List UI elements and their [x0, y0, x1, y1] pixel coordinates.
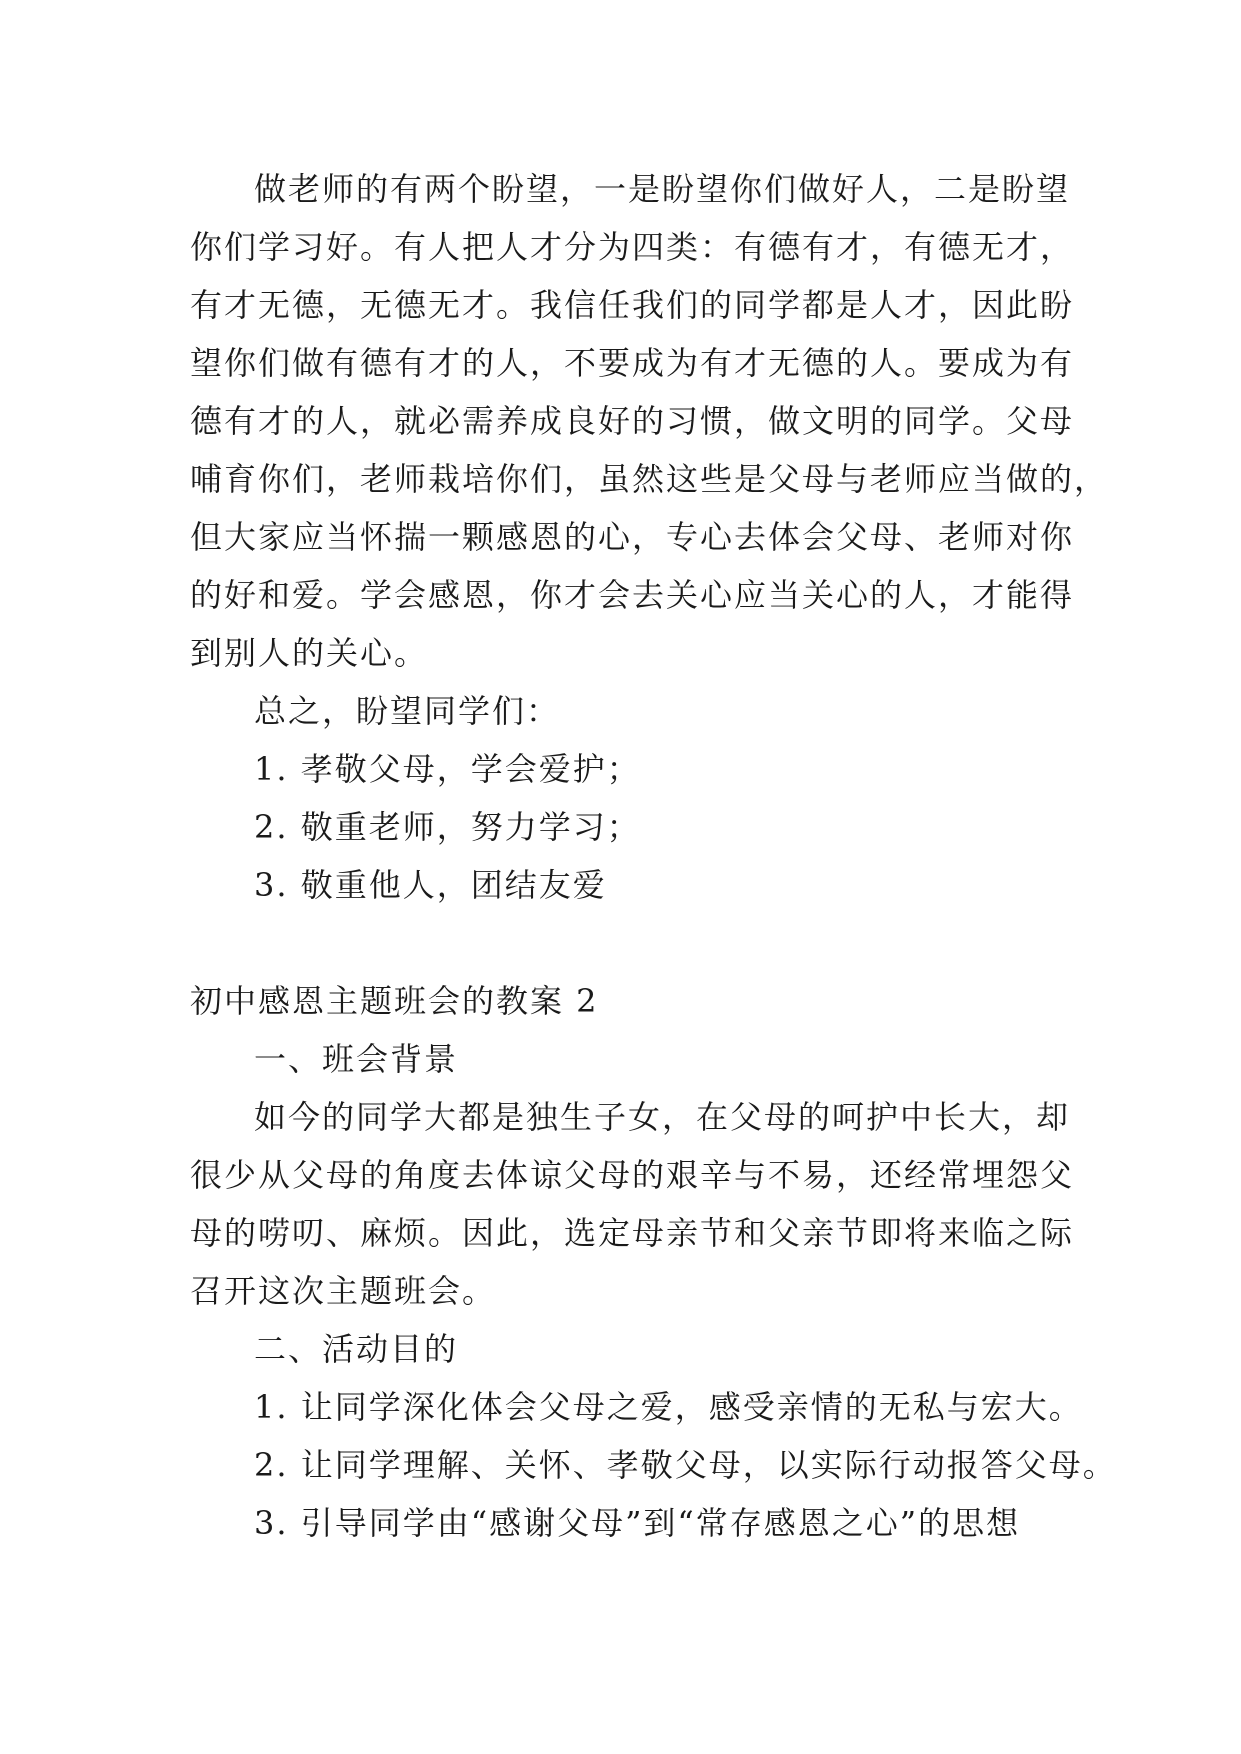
list-item: 2. 敬重老师，努力学习； — [254, 808, 641, 846]
paragraph-line: 很少从父母的角度去体谅父母的艰辛与不易，还经常埋怨父 — [190, 1156, 1075, 1194]
heading-goals: 二、活动目的 — [254, 1330, 459, 1368]
paragraph-line: 母的唠叨、麻烦。因此，选定母亲节和父亲节即将来临之际 — [190, 1214, 1075, 1252]
paragraph-line: 有才无德，无德无才。我信任我们的同学都是人才，因此盼 — [190, 286, 1075, 324]
heading-background: 一、班会背景 — [254, 1040, 459, 1078]
paragraph-line: 德有才的人，就必需养成良好的习惯，做文明的同学。父母 — [190, 402, 1075, 440]
goals-list — [190, 1378, 1117, 1552]
spacer — [190, 914, 1050, 972]
paragraph-line: 望你们做有德有才的人，不要成为有才无德的人。要成为有 — [190, 344, 1075, 382]
paragraph-line: 但大家应当怀揣一颗感恩的心，专心去体会父母、老师对你 — [190, 518, 1075, 556]
paragraph-line: 召开这次主题班会。 — [190, 1272, 497, 1310]
summary-list — [190, 740, 1050, 914]
list-item: 1. 让同学深化体会父母之爱，感受亲情的无私与宏大。 — [254, 1388, 1083, 1426]
paragraph-line: 到别人的关心。 — [190, 634, 429, 672]
background-paragraph — [190, 1088, 1075, 1320]
list-item: 3. 引导同学由“感谢父母”到“常存感恩之心”的思想 — [254, 1504, 1021, 1542]
summary-intro: 总之，盼望同学们： — [254, 692, 561, 730]
list-item: 1. 孝敬父母，学会爱护； — [254, 750, 641, 788]
list-item: 2. 让同学理解、关怀、孝敬父母，以实际行动报答父母。 — [254, 1446, 1117, 1484]
section1-paragraph — [190, 160, 1109, 682]
paragraph-line: 如今的同学大都是独生子女，在父母的呵护中长大，却 — [254, 1098, 1071, 1136]
paragraph-line: 的好和爱。学会感恩，你才会去关心应当关心的人，才能得 — [190, 576, 1075, 614]
section-title: 初中感恩主题班会的教案 2 — [190, 982, 599, 1020]
paragraph-line: 做老师的有两个盼望，一是盼望你们做好人，二是盼望 — [254, 170, 1071, 208]
document-page — [190, 160, 1117, 1552]
list-item: 3. 敬重他人，团结友爱 — [254, 866, 607, 904]
paragraph-line: 你们学习好。有人把人才分为四类：有德有才，有德无才， — [190, 228, 1075, 266]
paragraph-line: 哺育你们，老师栽培你们，虽然这些是父母与老师应当做的， — [190, 460, 1109, 498]
